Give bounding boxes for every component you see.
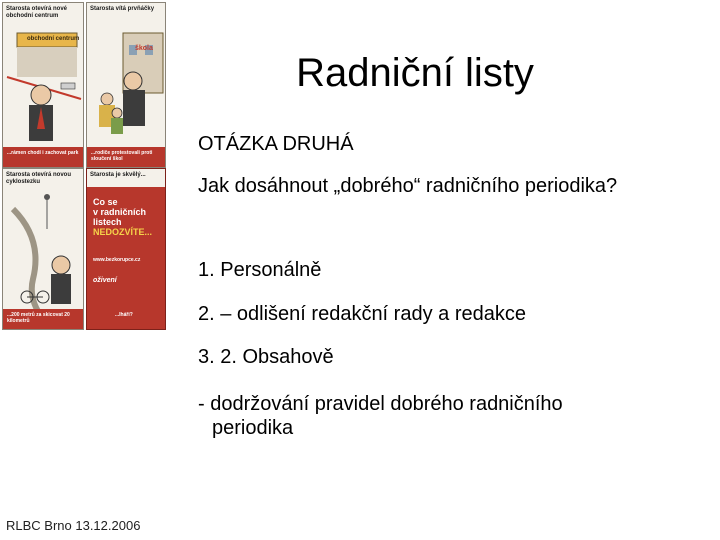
promo-line: v radničních: [93, 207, 147, 217]
question-prompt: Jak dosáhnout „dobrého“ radničního periodika?: [198, 175, 618, 197]
panel-caption-band: [3, 147, 83, 167]
cartoon-panel-school: [86, 2, 166, 168]
panel-sign-text: obchodní centrum: [27, 36, 80, 42]
panel-band-text: ...rámen chodí i zachovat park: [7, 150, 79, 156]
promo-line: Co se: [93, 197, 118, 207]
promo-highlight: NEDOZVÍTE...: [93, 227, 153, 237]
cartoon-panel-shopping-centre: [2, 2, 84, 168]
slide-footer: RLBC Brno 13.12.2006: [6, 518, 141, 533]
panel-band-text: ...200 metrů za skicovat 20 kilometrů: [7, 312, 70, 324]
school-illustration: [87, 3, 165, 167]
panel-caption-band: [87, 147, 165, 167]
bullet-line: - dodržování pravidel dobrého radničního: [198, 393, 563, 415]
point-content: 3. 2. Obsahově: [198, 346, 334, 368]
panel-caption: Starosta otevírá novou cyklostezku: [6, 172, 72, 185]
mayor-ribbon-illustration: [3, 3, 83, 167]
point-personnel: 1. Personálně: [198, 259, 322, 281]
promo-url: www.bezkorupce.cz: [93, 257, 141, 263]
point-editorial-separation: 2. – odlišení redakční rady a redakce: [198, 303, 526, 325]
question-heading: OTÁZKA DRUHÁ: [198, 133, 354, 155]
cyclist-illustration: [3, 169, 83, 329]
bullet-rules: [198, 392, 698, 440]
oziveni-logo: oživení: [93, 277, 117, 284]
cartoon-panel-promo: [86, 168, 166, 330]
panel-caption: Starosta je skvělý...: [87, 169, 165, 187]
promo-line: listech: [93, 217, 122, 227]
panel-band-text: ...lháři?: [115, 312, 133, 318]
cartoon-collage: [0, 0, 168, 330]
slide-title: Radniční listy: [296, 51, 534, 95]
panel-sign-text: škola: [135, 45, 153, 52]
panel-band-text: ...rodiče protestovali proti sloučení škol: [91, 150, 153, 162]
panel-caption-band: [3, 309, 83, 329]
promo-text: [93, 197, 161, 237]
bullet-line-continuation: periodika: [212, 417, 294, 439]
panel-caption: Starosta otevírá nové obchodní centrum: [6, 6, 68, 19]
cartoon-panel-cycle-path: [2, 168, 84, 330]
panel-caption: Starosta vítá prvňáčky: [90, 6, 155, 12]
